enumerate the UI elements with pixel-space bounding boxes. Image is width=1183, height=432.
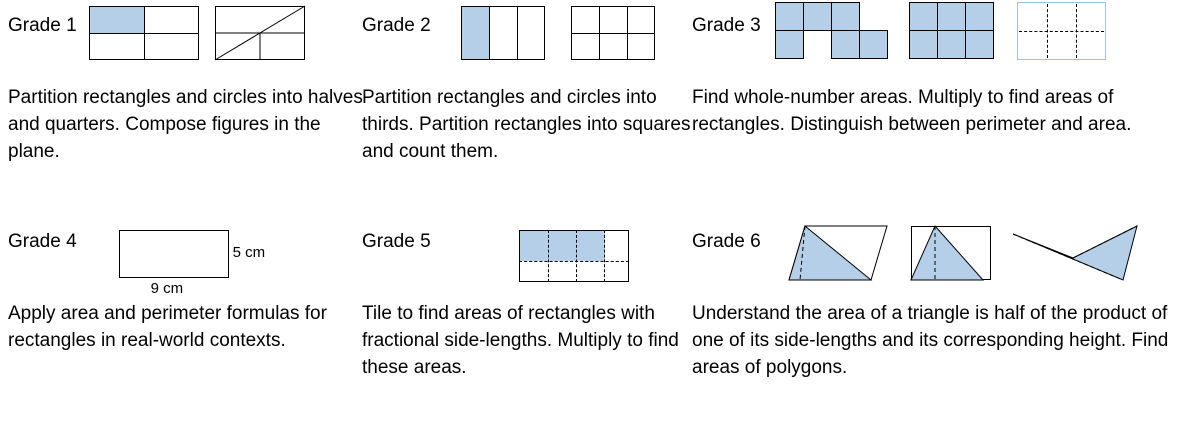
labeled-rectangle [119,230,299,297]
rectangle-with-diagonal-partition [215,6,305,60]
grade-1-description-text: Partition rectangles and circles into halves and quarters. Compose figures in the plane. [8,87,363,162]
grade-6-figures [761,216,1177,288]
grade-2-figures [431,0,692,72]
parallelogram-svg [787,224,891,282]
grade-5-label: Grade 5 [362,231,431,252]
grade-1-figures [77,0,368,72]
grade-1-label: Grade 1 [8,15,77,36]
grade-6-label: Grade 6 [692,231,761,252]
diagonal-partition-svg [215,6,305,60]
grade-4-description [8,288,368,354]
grade-3-label: Grade 3 [692,15,761,36]
rectangle-height-label: 5 cm [232,244,266,261]
rectangle-width-label: 9 cm [150,280,184,297]
rectangle-with-dashed-midlines [1017,2,1106,60]
grade-1-description [8,72,368,165]
rectangle-partitioned-thirds-one-shaded [461,6,545,60]
shaded-quadrilateral-with-diagonals [1011,224,1141,282]
grade-3-figures [761,0,1177,72]
grade-3-header [692,0,1177,72]
rectangle-with-fractional-tiles-shaded [519,230,639,286]
grade-2-description [362,72,692,165]
grade-4-figures [77,216,368,297]
rectangle-partitioned-six-squares [571,6,655,60]
grade-4-description-text: Apply area and perimeter formulas for rectangles in real-world contexts. [8,303,327,351]
shaded-square-tile-figure [775,2,890,60]
grade-1-header [8,0,368,72]
grade-2-cell [362,0,692,216]
grade-5-description [362,288,692,381]
grade-6-header [692,216,1177,288]
parallelogram-with-shaded-triangle [787,224,891,282]
rectangle-triangle-svg [909,224,993,282]
grade-2-header [362,0,692,72]
grade-2-description-text: Partition rectangles and circles into thirds. Partition rectangles into squares and count them. [362,87,691,162]
rectangle-with-shaded-triangle [909,224,993,282]
quadrilateral-svg [1011,224,1141,282]
grade-5-figures [431,216,692,288]
grade-4-header [8,216,368,297]
grade-2-label: Grade 2 [362,15,431,36]
rectangle-partitioned-quarters-one-shaded [89,6,199,60]
grade-5-cell [362,216,692,432]
grade-6-description-text: Understand the area of a triangle is half of the product of one of its side-lengths and its corresponding height. Find areas of polygons. [692,303,1169,378]
grade-5-header [362,216,692,288]
grade-3-description-text: Find whole-number areas. Multiply to find areas of rectangles. Distinguish between perimeter and area. [692,87,1132,135]
grade-5-description-text: Tile to find areas of rectangles with fractional side-lengths. Multiply to find these areas. [362,303,679,378]
grade-3-description [692,72,1177,138]
grade-4-cell [8,216,368,432]
three-by-two-unit-grid [909,2,998,60]
grade-6-cell [692,216,1177,432]
grade-3-cell [692,0,1177,216]
grade-1-cell [8,0,368,216]
grade-6-description [692,288,1177,381]
grade-4-label: Grade 4 [8,231,77,252]
